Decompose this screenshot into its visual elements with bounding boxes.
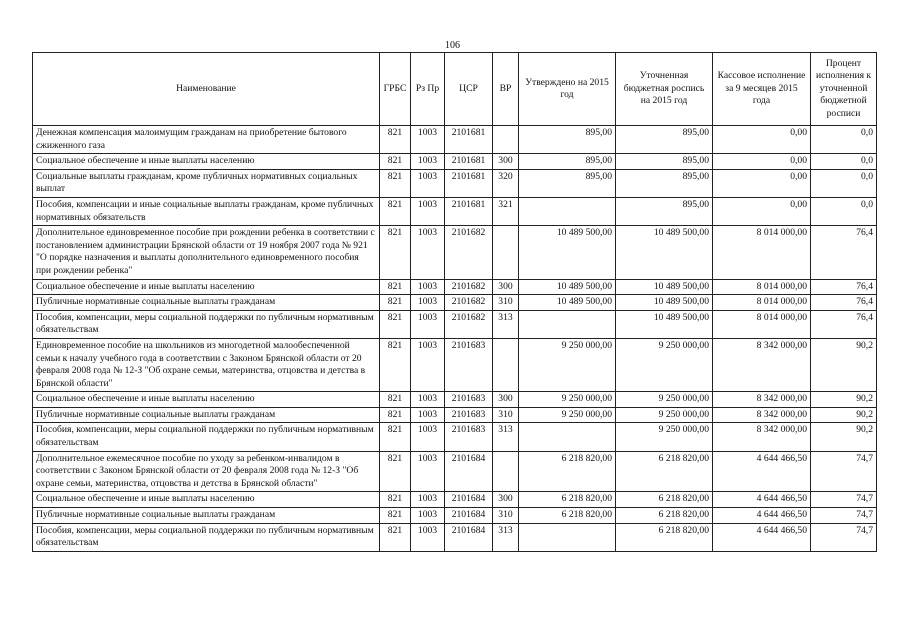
cell-percent: 0,0 (811, 197, 877, 225)
cell-refined: 895,00 (616, 126, 713, 154)
cell-refined: 6 218 820,00 (616, 492, 713, 508)
cell-grbs: 821 (380, 310, 411, 338)
cell-csr: 2101684 (445, 523, 493, 551)
cell-approved: 9 250 000,00 (519, 407, 616, 423)
cell-refined: 9 250 000,00 (616, 407, 713, 423)
table-row (33, 508, 877, 524)
table-row (33, 295, 877, 311)
cell-name: Социальное обеспечение и иные выплаты населению (33, 154, 380, 170)
cell-name: Социальные выплаты гражданам, кроме публичных нормативных социальных выплат (33, 169, 380, 197)
cell-cash: 4 644 466,50 (713, 508, 811, 524)
cell-refined: 9 250 000,00 (616, 392, 713, 408)
cell-csr: 2101682 (445, 310, 493, 338)
cell-name: Дополнительное ежемесячное пособие по уходу за ребенком-инвалидом в соответствии с Законом Брянской области от 20 февраля 2008 года № 12-З "Об охране семьи, материнства, отцовства и детства в Брянской области" (33, 451, 380, 492)
cell-cash: 4 644 466,50 (713, 451, 811, 492)
cell-csr: 2101682 (445, 279, 493, 295)
cell-grbs: 821 (380, 279, 411, 295)
cell-csr: 2101682 (445, 295, 493, 311)
cell-vr (493, 338, 519, 391)
cell-refined: 10 489 500,00 (616, 226, 713, 279)
cell-rzpr: 1003 (411, 154, 445, 170)
cell-cash: 8 342 000,00 (713, 423, 811, 451)
cell-grbs: 821 (380, 523, 411, 551)
cell-percent: 90,2 (811, 407, 877, 423)
cell-vr (493, 126, 519, 154)
cell-cash: 0,00 (713, 169, 811, 197)
cell-percent: 76,4 (811, 226, 877, 279)
column-header-rzpr: Рз Пр (411, 53, 445, 126)
cell-approved: 895,00 (519, 126, 616, 154)
cell-approved: 895,00 (519, 169, 616, 197)
table-row (33, 338, 877, 391)
table-row (33, 492, 877, 508)
table-row (33, 392, 877, 408)
cell-name: Публичные нормативные социальные выплаты гражданам (33, 508, 380, 524)
cell-approved: 9 250 000,00 (519, 392, 616, 408)
cell-name: Пособия, компенсации, меры социальной поддержки по публичным нормативным обязательствам (33, 310, 380, 338)
cell-name: Публичные нормативные социальные выплаты гражданам (33, 407, 380, 423)
cell-csr: 2101684 (445, 508, 493, 524)
cell-vr: 320 (493, 169, 519, 197)
cell-rzpr: 1003 (411, 392, 445, 408)
table-body (33, 126, 877, 552)
cell-refined: 895,00 (616, 169, 713, 197)
cell-refined: 10 489 500,00 (616, 295, 713, 311)
cell-grbs: 821 (380, 226, 411, 279)
cell-cash: 0,00 (713, 154, 811, 170)
cell-refined: 10 489 500,00 (616, 310, 713, 338)
cell-csr: 2101683 (445, 392, 493, 408)
column-header-approved: Утверждено на 2015 год (519, 53, 616, 126)
cell-name: Дополнительное единовременное пособие при рождении ребенка в соответствии с постановлением администрации Брянской области от 19 ноября 2007 года № 921 "О порядке назначения и выплаты дополнительного единовременного пособия при рождении ребенка" (33, 226, 380, 279)
cell-grbs: 821 (380, 126, 411, 154)
cell-csr: 2101681 (445, 154, 493, 170)
cell-vr: 310 (493, 508, 519, 524)
cell-rzpr: 1003 (411, 508, 445, 524)
cell-cash: 8 342 000,00 (713, 407, 811, 423)
cell-grbs: 821 (380, 407, 411, 423)
cell-vr: 313 (493, 310, 519, 338)
cell-grbs: 821 (380, 508, 411, 524)
cell-percent: 0,0 (811, 126, 877, 154)
cell-rzpr: 1003 (411, 523, 445, 551)
cell-name: Единовременное пособие на школьников из многодетной малообеспеченной семьи к началу учебного года в соответствии с Законом Брянской области от 20 февраля 2008 года № 12-З "Об охране семьи, материнства, отцовства и детства в Брянской области" (33, 338, 380, 391)
table-row (33, 523, 877, 551)
cell-cash: 8 014 000,00 (713, 226, 811, 279)
table-row (33, 310, 877, 338)
cell-approved: 6 218 820,00 (519, 492, 616, 508)
column-header-name: Наименование (33, 53, 380, 126)
cell-percent: 0,0 (811, 169, 877, 197)
cell-rzpr: 1003 (411, 310, 445, 338)
cell-name: Пособия, компенсации, меры социальной поддержки по публичным нормативным обязательствам (33, 423, 380, 451)
cell-rzpr: 1003 (411, 126, 445, 154)
cell-percent: 76,4 (811, 295, 877, 311)
cell-rzpr: 1003 (411, 226, 445, 279)
cell-cash: 8 342 000,00 (713, 392, 811, 408)
cell-rzpr: 1003 (411, 338, 445, 391)
cell-percent: 76,4 (811, 310, 877, 338)
page-number: 106 (445, 40, 460, 51)
cell-rzpr: 1003 (411, 423, 445, 451)
cell-rzpr: 1003 (411, 197, 445, 225)
cell-approved (519, 197, 616, 225)
cell-grbs: 821 (380, 392, 411, 408)
cell-percent: 74,7 (811, 492, 877, 508)
cell-percent: 74,7 (811, 451, 877, 492)
cell-percent: 90,2 (811, 392, 877, 408)
cell-csr: 2101681 (445, 197, 493, 225)
column-header-grbs: ГРБС (380, 53, 411, 126)
cell-refined: 6 218 820,00 (616, 451, 713, 492)
cell-refined: 10 489 500,00 (616, 279, 713, 295)
cell-approved: 10 489 500,00 (519, 295, 616, 311)
cell-name: Публичные нормативные социальные выплаты гражданам (33, 295, 380, 311)
cell-cash: 0,00 (713, 197, 811, 225)
cell-name: Пособия, компенсации и иные социальные выплаты гражданам, кроме публичных нормативных обязательств (33, 197, 380, 225)
table-header-row (33, 53, 877, 126)
cell-csr: 2101683 (445, 338, 493, 391)
cell-refined: 6 218 820,00 (616, 523, 713, 551)
cell-cash: 8 014 000,00 (713, 295, 811, 311)
cell-approved: 895,00 (519, 154, 616, 170)
cell-percent: 90,2 (811, 338, 877, 391)
cell-approved: 9 250 000,00 (519, 338, 616, 391)
cell-refined: 6 218 820,00 (616, 508, 713, 524)
cell-approved: 6 218 820,00 (519, 451, 616, 492)
cell-refined: 895,00 (616, 154, 713, 170)
cell-percent: 0,0 (811, 154, 877, 170)
cell-approved: 10 489 500,00 (519, 279, 616, 295)
table-row (33, 407, 877, 423)
column-header-percent: Процент исполнения к уточненной бюджетной росписи (811, 53, 877, 126)
cell-vr (493, 226, 519, 279)
cell-name: Социальное обеспечение и иные выплаты населению (33, 492, 380, 508)
table-row (33, 226, 877, 279)
column-header-csr: ЦСР (445, 53, 493, 126)
cell-cash: 4 644 466,50 (713, 523, 811, 551)
cell-vr: 313 (493, 423, 519, 451)
cell-rzpr: 1003 (411, 492, 445, 508)
cell-refined: 895,00 (616, 197, 713, 225)
cell-refined: 9 250 000,00 (616, 338, 713, 391)
cell-vr: 310 (493, 407, 519, 423)
column-header-refined: Уточненная бюджетная роспись на 2015 год (616, 53, 713, 126)
cell-grbs: 821 (380, 338, 411, 391)
cell-cash: 4 644 466,50 (713, 492, 811, 508)
cell-vr: 300 (493, 392, 519, 408)
cell-grbs: 821 (380, 451, 411, 492)
cell-csr: 2101684 (445, 492, 493, 508)
table-row (33, 197, 877, 225)
cell-grbs: 821 (380, 154, 411, 170)
column-header-vr: ВР (493, 53, 519, 126)
cell-rzpr: 1003 (411, 451, 445, 492)
cell-csr: 2101681 (445, 126, 493, 154)
cell-rzpr: 1003 (411, 279, 445, 295)
cell-grbs: 821 (380, 197, 411, 225)
cell-grbs: 821 (380, 492, 411, 508)
cell-grbs: 821 (380, 423, 411, 451)
budget-table (32, 52, 877, 552)
cell-percent: 90,2 (811, 423, 877, 451)
cell-vr: 300 (493, 154, 519, 170)
table-row (33, 279, 877, 295)
cell-rzpr: 1003 (411, 295, 445, 311)
table-row (33, 169, 877, 197)
cell-csr: 2101683 (445, 407, 493, 423)
cell-csr: 2101682 (445, 226, 493, 279)
cell-cash: 0,00 (713, 126, 811, 154)
cell-vr: 321 (493, 197, 519, 225)
table-row (33, 451, 877, 492)
cell-csr: 2101681 (445, 169, 493, 197)
column-header-cash: Кассовое исполнение за 9 месяцев 2015 года (713, 53, 811, 126)
cell-percent: 74,7 (811, 508, 877, 524)
cell-grbs: 821 (380, 295, 411, 311)
cell-approved: 10 489 500,00 (519, 226, 616, 279)
cell-name: Пособия, компенсации, меры социальной поддержки по публичным нормативным обязательствам (33, 523, 380, 551)
cell-rzpr: 1003 (411, 407, 445, 423)
cell-vr (493, 451, 519, 492)
cell-csr: 2101684 (445, 451, 493, 492)
cell-name: Социальное обеспечение и иные выплаты населению (33, 392, 380, 408)
cell-refined: 9 250 000,00 (616, 423, 713, 451)
cell-vr: 300 (493, 492, 519, 508)
cell-grbs: 821 (380, 169, 411, 197)
cell-cash: 8 014 000,00 (713, 279, 811, 295)
cell-name: Социальное обеспечение и иные выплаты населению (33, 279, 380, 295)
cell-approved (519, 423, 616, 451)
table-row (33, 154, 877, 170)
cell-approved (519, 523, 616, 551)
cell-vr: 310 (493, 295, 519, 311)
table-row (33, 423, 877, 451)
table-row (33, 126, 877, 154)
cell-cash: 8 014 000,00 (713, 310, 811, 338)
cell-approved: 6 218 820,00 (519, 508, 616, 524)
cell-approved (519, 310, 616, 338)
cell-vr: 313 (493, 523, 519, 551)
cell-vr: 300 (493, 279, 519, 295)
cell-percent: 74,7 (811, 523, 877, 551)
cell-name: Денежная компенсация малоимущим гражданам на приобретение бытового сжиженного газа (33, 126, 380, 154)
cell-rzpr: 1003 (411, 169, 445, 197)
cell-cash: 8 342 000,00 (713, 338, 811, 391)
cell-csr: 2101683 (445, 423, 493, 451)
cell-percent: 76,4 (811, 279, 877, 295)
